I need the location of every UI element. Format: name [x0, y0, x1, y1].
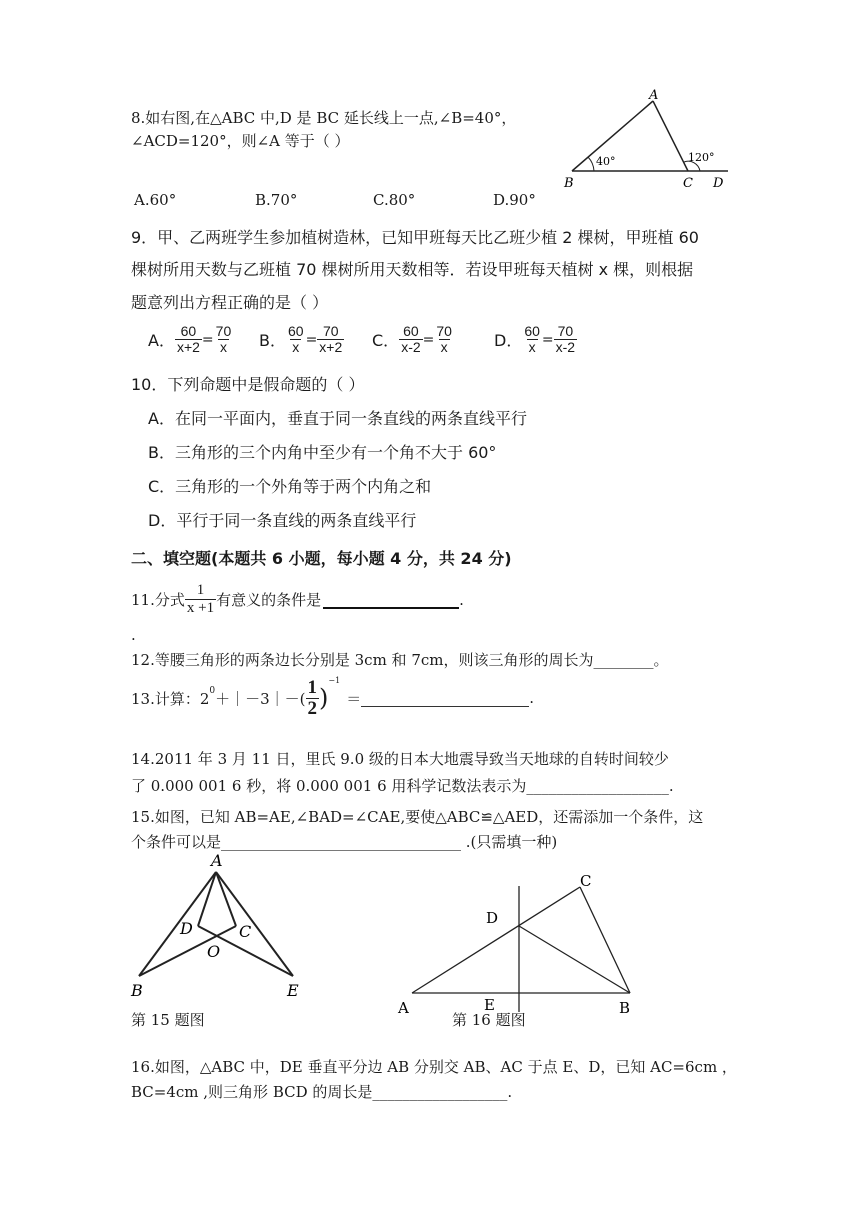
q10-option-b: B．三角形的三个内角中至少有一个角不大于 60° [148, 443, 497, 462]
q13-equals: ＝ [346, 689, 362, 708]
q13-zero-exponent: 0 [209, 686, 216, 696]
equals-sign: = [422, 331, 435, 348]
q15-label-o: O [207, 942, 221, 961]
q9-option-b-label: B． [259, 331, 286, 350]
q9-option-b [259, 324, 344, 355]
equals-sign: = [305, 331, 318, 348]
frac-denominator: x+2 [176, 339, 200, 355]
q13-close-paren: ) [319, 684, 329, 712]
q9-option-c-right-frac [434, 324, 454, 355]
q11-line [131, 582, 464, 617]
q15-label-a: A [211, 851, 223, 870]
frac-numerator: 60 [403, 323, 419, 339]
q13-prefix: 13.计算：2 [131, 689, 210, 708]
q11-answer-blank [323, 591, 459, 609]
frac-denominator: x [528, 339, 536, 355]
q13-answer-blank [361, 690, 529, 707]
q16-label-b: B [619, 999, 631, 1017]
q9-option-a-label: A． [148, 331, 175, 350]
q8-angle-c: 120° [688, 151, 715, 164]
section-2-heading: 二、填空题(本题共 6 小题，每小题 4 分，共 24 分) [131, 549, 512, 568]
frac-numerator: 1 [307, 676, 318, 698]
q15-label-d: D [180, 919, 193, 938]
frac-denominator: x [292, 339, 300, 355]
q15-caption: 第 15 题图 [131, 1011, 205, 1029]
q15-label-b: B [131, 981, 143, 1000]
q13-end: . [529, 689, 535, 707]
q8-option-d: D.90° [493, 191, 536, 209]
frac-denominator: x +1 [186, 600, 215, 616]
frac-denominator: x [219, 339, 227, 355]
q13-middle: ＋｜－3｜－( [215, 689, 306, 708]
q8-option-c: C.80° [373, 191, 416, 209]
q10-option-d: D．平行于同一条直线的两条直线平行 [148, 511, 417, 530]
q15-label-e: E [287, 981, 299, 1000]
q8-label-c: C [683, 176, 693, 190]
q8-option-b: B.70° [255, 191, 298, 209]
q16-label-a: A [398, 999, 409, 1017]
q8-line1: 8.如右图,在△ABC 中,D 是 BC 延长线上一点,∠B=40°， [131, 109, 517, 127]
frac-denominator: x+2 [319, 339, 343, 355]
frac-numerator: 70 [436, 323, 452, 339]
frac-numerator: 1 [196, 582, 205, 598]
equals-sign: = [201, 331, 214, 348]
q16-line2: BC=4cm ,则三角形 BCD 的周长是__________________. [131, 1083, 513, 1101]
q15-line1: 15.如图，已知 AB=AE,∠BAD=∠CAE,要使△ABC≌△AED，还需添加一个条件，这 [131, 808, 704, 826]
frac-numerator: 60 [180, 323, 197, 339]
q14-line1: 14.2011 年 3 月 11 日，里氏 9.0 级的日本大地震导致当天地球的自转时间较少 [131, 750, 669, 768]
frac-denominator: x [440, 339, 448, 355]
equals-sign: = [541, 331, 554, 348]
q11-suffix: 有意义的条件是 [216, 591, 322, 609]
stray-dot: . [131, 626, 136, 644]
q9-line1: 9．甲、乙两班学生参加植树造林，已知甲班每天比乙班少植 2 棵树，甲班植 60 [131, 228, 699, 247]
q16-label-e: E [484, 996, 495, 1014]
q11-end: . [459, 590, 464, 609]
q9-option-d [494, 324, 577, 355]
q16-figure [390, 860, 650, 1020]
q11-fraction [185, 582, 216, 617]
q15-figure [125, 850, 325, 1002]
q13-exponent: −1 [328, 675, 341, 685]
q9-option-c-left-frac [399, 324, 422, 355]
q8-line2: ∠ACD=120°，则∠A 等于（ ） [131, 132, 350, 150]
q13-fraction [306, 678, 320, 719]
q8-label-a: A [649, 88, 659, 103]
q16-line1: 16.如图，△ABC 中，DE 垂直平分边 AB 分别交 AB、AC 于点 E、D，已知 AC=6cm ， [131, 1058, 737, 1076]
frac-numerator: 70 [557, 323, 574, 339]
q10-stem: 10．下列命题中是假命题的（ ） [131, 375, 365, 394]
q9-line2: 棵树所用天数与乙班植 70 棵树所用天数相等．若设甲班每天植树 x 棵，则根据 [131, 260, 694, 279]
q10-option-c: C．三角形的一个外角等于两个内角之和 [148, 477, 432, 496]
q9-option-a-right-frac [214, 324, 234, 355]
q15-line2: 个条件可以是________________________________ .(只需填一种) [131, 833, 558, 851]
q16-label-c: C [580, 872, 592, 890]
q14-line2: 了 0.000 001 6 秒，将 0.000 001 6 用科学记数法表示为___________________. [131, 777, 674, 795]
frac-numerator: 70 [215, 323, 232, 339]
q16-label-d: D [486, 909, 499, 927]
q9-option-c-label: C． [372, 331, 400, 350]
q9-option-d-right-frac [554, 324, 577, 355]
frac-denominator: x-2 [555, 339, 576, 355]
q11-prefix: 11.分式 [131, 591, 185, 609]
q8-option-a: A.60° [134, 191, 177, 209]
q9-line3: 题意列出方程正确的是（ ） [131, 293, 329, 312]
q16-caption: 第 16 题图 [452, 1011, 526, 1029]
q9-option-c [372, 324, 454, 355]
frac-denominator: 2 [307, 697, 318, 719]
q9-option-d-left-frac [522, 324, 542, 355]
q9-option-a-left-frac [175, 324, 202, 355]
q8-label-d: D [713, 176, 724, 190]
q15-label-c: C [239, 922, 252, 941]
q9-option-a [148, 324, 233, 355]
frac-denominator: x-2 [401, 339, 421, 355]
frac-numerator: 60 [524, 323, 540, 339]
q9-option-d-label: D． [494, 331, 523, 350]
q9-option-b-left-frac [286, 324, 306, 355]
q12-line: 12.等腰三角形的两条边长分别是 3cm 和 7cm，则该三角形的周长为________。 [131, 651, 669, 669]
q9-option-b-right-frac [317, 324, 344, 355]
q10-option-a: A．在同一平面内，垂直于同一条直线的两条直线平行 [148, 409, 527, 428]
q8-triangle-figure [560, 86, 740, 190]
q8-angle-b: 40° [596, 155, 616, 168]
q13-line [131, 676, 534, 720]
frac-numerator: 70 [322, 323, 339, 339]
q8-label-b: B [564, 176, 574, 190]
frac-numerator: 60 [287, 323, 304, 339]
